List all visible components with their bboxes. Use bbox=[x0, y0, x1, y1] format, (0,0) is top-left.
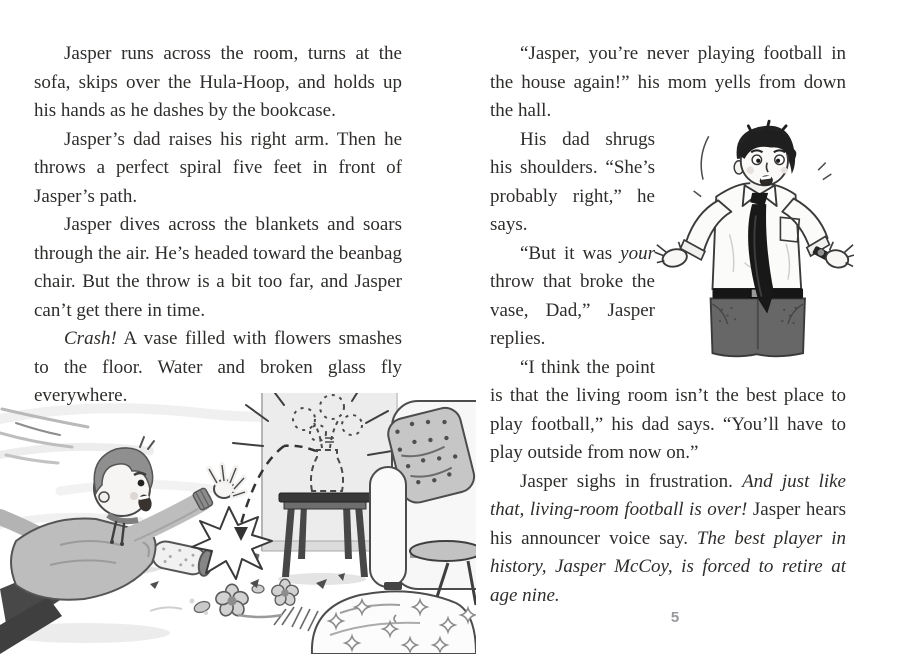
dad-head bbox=[734, 121, 795, 186]
dad-shrugging-illustration bbox=[661, 126, 846, 366]
paragraph: Jasper runs across the room, turns at the sofa, skips over the Hula-Hoop, and holds up his hands as he dashes by the bookcase. bbox=[34, 43, 402, 121]
page-number: 5 bbox=[670, 609, 680, 626]
paragraph: Jasper sighs in frustration. And just like that, living-room football is over! Jasper hears his announcer voice say. The best player in history, Jasper McCoy, is forced to retire at age nine. bbox=[490, 470, 846, 606]
paragraph: “Jasper, you’re never playing football in the house again!” his mom yells from down the hall. bbox=[490, 43, 846, 121]
paragraph: “But it was your throw that broke the vase, Dad,” Jasper replies. bbox=[490, 242, 655, 349]
page-right bbox=[450, 0, 900, 654]
paragraph: Jasper’s dad raises his right arm. Then he throws a perfect spiral five feet in front of Jasper’s path. bbox=[34, 128, 402, 207]
paragraph: His dad shrugs his shoulders. “She’s probably right,” he says. bbox=[490, 128, 655, 235]
paragraph: Jasper dives across the blankets and soars through the air. He’s headed toward the beanbag chair. But the throw is a bit too far, and Jasper can’t get there in time. bbox=[34, 214, 402, 321]
boy-hand bbox=[209, 465, 245, 498]
paragraph: Crash! A vase filled with flowers smashes to the floor. Water and broken glass fly everywhere. bbox=[34, 328, 402, 406]
paragraph: “I think the point is that the living room isn’t the best place to play football,” his dad says. “You’ll have to play outside from now on.” bbox=[490, 356, 846, 463]
right-text-column bbox=[490, 40, 846, 610]
jasper-diving-illustration bbox=[0, 393, 476, 654]
left-text-column bbox=[34, 40, 402, 411]
